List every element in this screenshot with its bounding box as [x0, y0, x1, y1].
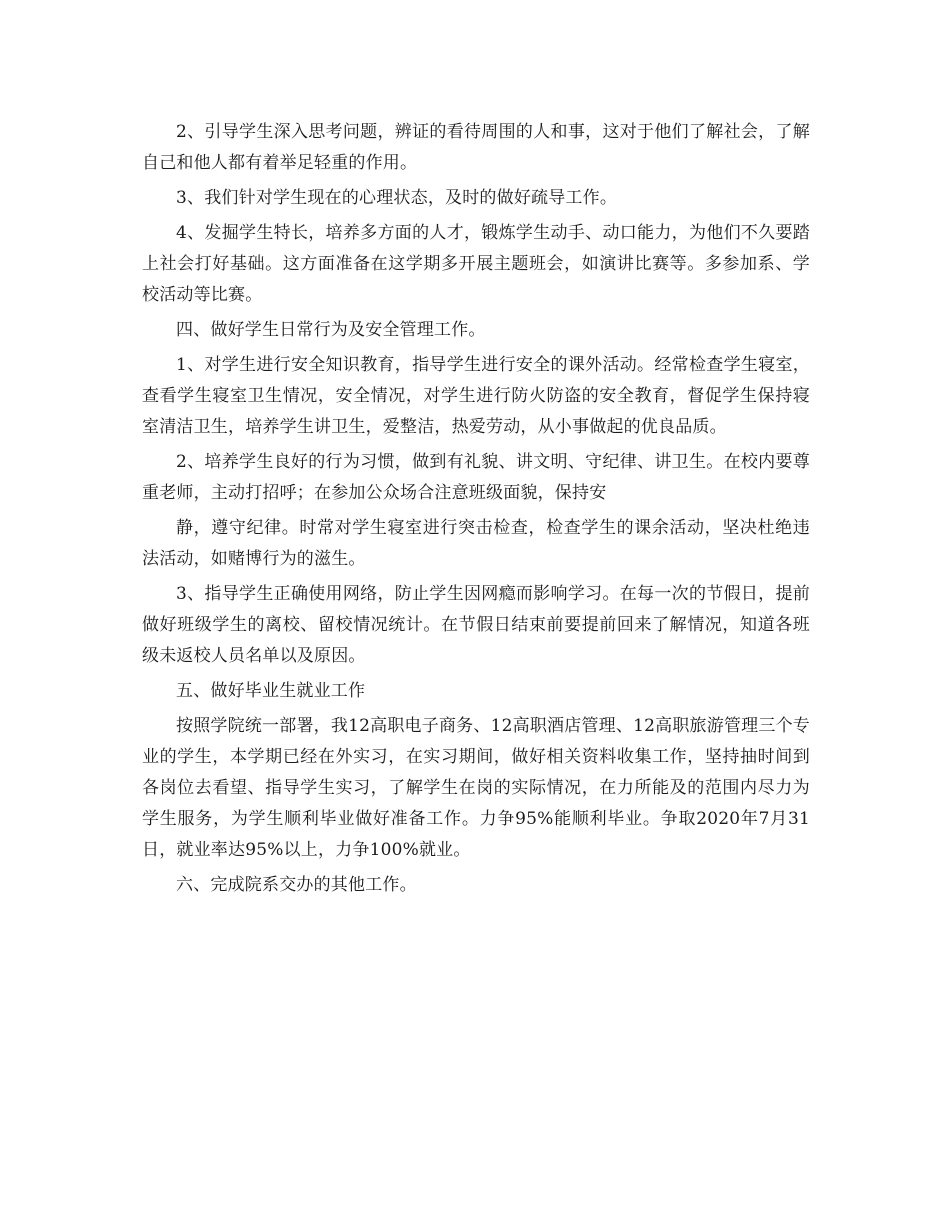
paragraph-counseling: 3、我们针对学生现在的心理状态，及时的做好疏导工作。 — [176, 188, 618, 208]
paragraph-talents: 4、发掘学生特长，培养多方面的人才，锻炼学生动手、动口能力，为他们不久要踏上社会打好基础。这方面准备在这学期多开展主题班会，如演讲比赛等。多参加系、学校活动等比赛。 — [142, 223, 810, 305]
section-heading-other-work: 六、完成院系交办的其他工作。 — [176, 875, 417, 895]
paragraph-behavior-habits: 2、培养学生良好的行为习惯，做到有礼貌、讲文明、守纪律、讲卫生。在校内要尊重老师，主动打招呼；在参加公众场合注意班级面貌，保持安 — [142, 452, 810, 503]
paragraph-safety-education: 1、对学生进行安全知识教育，指导学生进行安全的课外活动。经常检查学生寝室，查看学生寝室卫生情况，安全情况，对学生进行防火防盗的安全教育，督促学生保持寝室清洁卫生，培养学生讲卫生，爱整洁，热爱劳动，从小事做起的优良品质。 — [142, 355, 810, 437]
section-heading-employment: 五、做好毕业生就业工作 — [176, 681, 366, 701]
paragraph-guide-thinking: 2、引导学生深入思考问题，辨证的看待周围的人和事，这对于他们了解社会，了解自己和他人都有着举足轻重的作用。 — [142, 122, 810, 173]
paragraph-behavior-continued: 静，遵守纪律。时常对学生寝室进行突击检查，检查学生的课余活动，坚决杜绝违法活动，如赌博行为的滋生。 — [142, 518, 810, 569]
section-heading-safety: 四、做好学生日常行为及安全管理工作。 — [176, 320, 486, 340]
paragraph-internship: 按照学院统一部署，我12高职电子商务、12高职酒店管理、12高职旅游管理三个专业的学生，本学期已经在外实习，在实习期间，做好相关资料收集工作，坚持抽时间到各岗位去看望、指导学生实习，了解学生在岗的实际情况，在力所能及的范围内尽力为学生服务，为学生顺利毕业做好准备工作。力争95%能顺利毕业。争取2020年7月31日，就业率达95%以上，力争100%就业。 — [142, 716, 810, 860]
document-page — [142, 117, 810, 905]
paragraph-internet-use: 3、指导学生正确使用网络，防止学生因网瘾而影响学习。在每一次的节假日，提前做好班级学生的离校、留校情况统计。在节假日结束前要提前回来了解情况，知道各班级未返校人员名单以及原因。 — [142, 584, 810, 666]
